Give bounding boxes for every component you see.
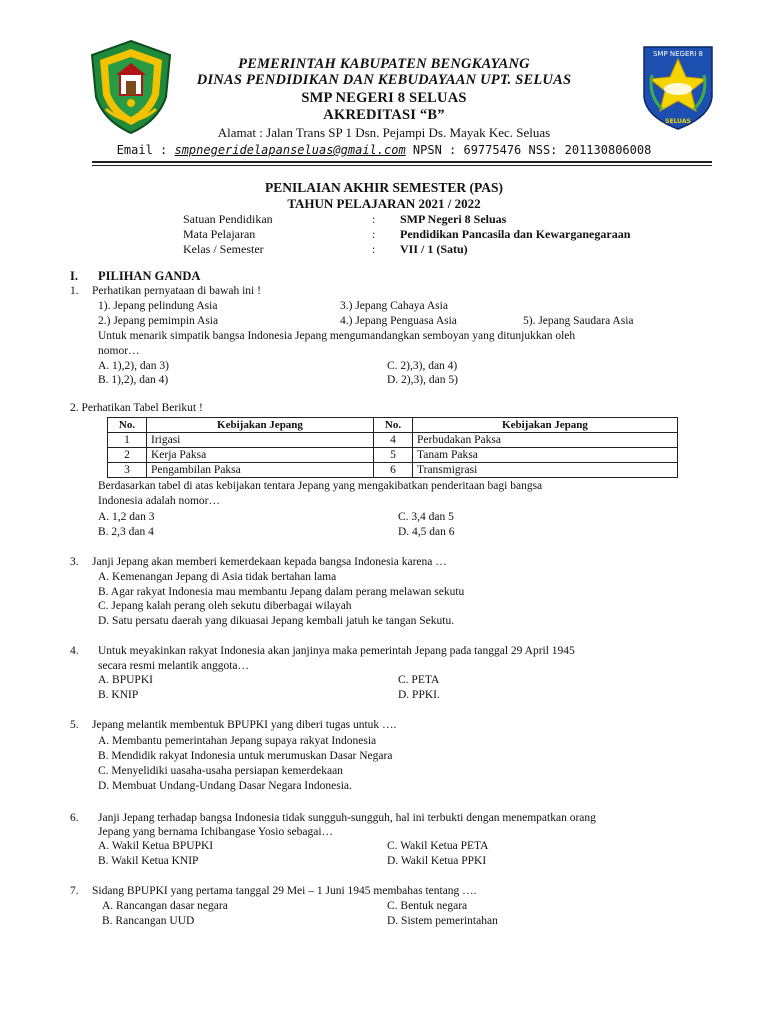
email-link[interactable]: smpnegeridelapanseluas@gmail.com xyxy=(174,143,406,157)
q6-number: 6. xyxy=(70,812,79,824)
q6-option-d[interactable]: D. Wakil Ketua PPKI xyxy=(387,855,487,867)
info-label-subject: Mata Pelajaran xyxy=(183,227,256,241)
q4-option-c[interactable]: C. PETA xyxy=(398,674,440,686)
table-cell: Pengambilan Paksa xyxy=(147,463,374,478)
q1-number: 1. xyxy=(70,285,79,297)
q2-option-c[interactable]: C. 3,4 dan 5 xyxy=(398,511,454,523)
table-cell: 3 xyxy=(108,463,147,478)
q1-ask: nomor… xyxy=(98,345,140,357)
table-row xyxy=(108,433,678,448)
q6-option-c[interactable]: C. Wakil Ketua PETA xyxy=(387,840,489,852)
table-cell: Transmigrasi xyxy=(413,463,678,478)
q2-ask: Berdasarkan tabel di atas kebijakan tentara Jepang yang mengakibatkan penderitaan bagi bangsa xyxy=(98,480,543,492)
header-address: Alamat : Jalan Trans SP 1 Dsn. Pejampi Ds. Mayak Kec. Seluas xyxy=(217,125,551,140)
table-header: Kebijakan Jepang xyxy=(147,418,374,433)
q1-option-a[interactable]: A. 1),2), dan 3) xyxy=(98,360,169,372)
q4-text: Untuk meyakinkan rakyat Indonesia akan janjinya maka pemerintah Jepang pada tanggal 29 April 1945 xyxy=(98,645,575,657)
q5-option-a[interactable]: A. Membantu pemerintahan Jepang supaya rakyat Indonesia xyxy=(98,735,377,747)
q1-statement: 4.) Jepang Penguasa Asia xyxy=(340,315,457,327)
q2-option-a[interactable]: A. 1,2 dan 3 xyxy=(98,511,155,523)
q7-number: 7. xyxy=(70,885,79,897)
q3-number: 3. xyxy=(70,556,79,568)
q2-option-d[interactable]: D. 4,5 dan 6 xyxy=(398,526,455,538)
table-cell: Kerja Paksa xyxy=(147,448,374,463)
logo-bottom-text: SELUAS xyxy=(665,118,691,125)
exam-title: PENILAIAN AKHIR SEMESTER (PAS) xyxy=(265,180,503,195)
table-header-row xyxy=(108,418,678,433)
table-cell: 4 xyxy=(374,433,413,448)
info-label-class: Kelas / Semester xyxy=(183,242,264,256)
q4-option-d[interactable]: D. PPKI. xyxy=(398,689,440,701)
q1-text: Perhatikan pernyataan di bawah ini ! xyxy=(92,285,261,297)
header-government: PEMERINTAH KABUPATEN BENGKAYANG xyxy=(238,56,530,72)
info-value-subject: Pendidikan Pancasila dan Kewarganegaraan xyxy=(400,227,631,241)
section-number: I. xyxy=(70,269,78,283)
table-header: No. xyxy=(108,418,147,433)
header-contact xyxy=(0,143,768,157)
logo-top-text: SMP NEGERI 8 xyxy=(652,50,704,58)
q4-text: secara resmi melantik anggota… xyxy=(98,660,250,672)
q5-option-d[interactable]: D. Membuat Undang-Undang Dasar Negara Indonesia. xyxy=(98,780,352,792)
q2-ask: Indonesia adalah nomor… xyxy=(98,495,220,507)
q7-option-d[interactable]: D. Sistem pemerintahan xyxy=(387,915,498,927)
table-cell: 2 xyxy=(108,448,147,463)
q1-statement: 3.) Jepang Cahaya Asia xyxy=(340,300,448,312)
table-row xyxy=(108,463,678,478)
email-label: Email : xyxy=(116,143,168,157)
policy-table xyxy=(107,417,678,478)
table-cell: 6 xyxy=(374,463,413,478)
q7-option-a[interactable]: A. Rancangan dasar negara xyxy=(102,900,228,912)
q7-option-b[interactable]: B. Rancangan UUD xyxy=(102,915,195,927)
info-label-school: Satuan Pendidikan xyxy=(183,212,273,226)
q1-option-b[interactable]: B. 1),2), dan 4) xyxy=(98,374,169,386)
q3-option-b[interactable]: B. Agar rakyat Indonesia mau membantu Jepang dalam perang melawan sekutu xyxy=(98,586,465,598)
info-value-school: SMP Negeri 8 Seluas xyxy=(400,212,507,226)
q3-option-c[interactable]: C. Jepang kalah perang oleh sekutu diberbagai wilayah xyxy=(98,600,352,612)
header-divider-thin xyxy=(92,165,712,166)
q6-option-a[interactable]: A. Wakil Ketua BPUPKI xyxy=(98,840,214,852)
table-cell: 1 xyxy=(108,433,147,448)
q7-option-c[interactable]: C. Bentuk negara xyxy=(387,900,468,912)
q6-text: Janji Jepang terhadap bangsa Indonesia tidak sungguh-sungguh, hal ini terbukti dengan menempatkan orang xyxy=(98,812,596,824)
q4-option-a[interactable]: A. BPUPKI xyxy=(98,674,153,686)
q5-option-c[interactable]: C. Menyelidiki uasaha-usaha persiapan kemerdekaan xyxy=(98,765,343,777)
header-divider-thick xyxy=(92,161,712,163)
info-value-class: VII / 1 (Satu) xyxy=(400,242,468,256)
q1-option-d[interactable]: D. 2),3), dan 5) xyxy=(387,374,458,386)
info-sep: : xyxy=(372,212,376,226)
table-cell: Irigasi xyxy=(147,433,374,448)
exam-year: TAHUN PELAJARAN 2021 / 2022 xyxy=(287,196,481,211)
section-title: PILIHAN GANDA xyxy=(98,269,201,283)
table-row xyxy=(108,448,678,463)
q5-text: Jepang melantik membentuk BPUPKI yang diberi tugas untuk …. xyxy=(92,719,397,731)
q1-statement: 1). Jepang pelindung Asia xyxy=(98,300,218,312)
table-cell: Perbudakan Paksa xyxy=(413,433,678,448)
q5-number: 5. xyxy=(70,719,79,731)
q4-option-b[interactable]: B. KNIP xyxy=(98,689,139,701)
q4-number: 4. xyxy=(70,645,79,657)
table-cell: Tanam Paksa xyxy=(413,448,678,463)
info-sep: : xyxy=(372,227,376,241)
header-accreditation: AKREDITASI “B” xyxy=(323,107,445,123)
q5-option-b[interactable]: B. Mendidik rakyat Indonesia untuk merumuskan Dasar Negara xyxy=(98,750,393,762)
header-department: DINAS PENDIDIKAN DAN KEBUDAYAAN UPT. SELUAS xyxy=(196,72,572,88)
header-school: SMP NEGERI 8 SELUAS xyxy=(301,90,467,106)
q1-ask: Untuk menarik simpatik bangsa Indonesia Jepang mengumandangkan semboyan yang ditunjukkan oleh xyxy=(98,330,576,342)
q6-option-b[interactable]: B. Wakil Ketua KNIP xyxy=(98,855,199,867)
q3-option-a[interactable]: A. Kemenangan Jepang di Asia tidak bertahan lama xyxy=(98,571,337,583)
q3-option-d[interactable]: D. Satu persatu daerah yang dikuasai Jepang kembali jatuh ke tangan Sekutu. xyxy=(98,615,455,627)
table-cell: 5 xyxy=(374,448,413,463)
table-header: No. xyxy=(374,418,413,433)
info-sep: : xyxy=(372,242,376,256)
q1-option-c[interactable]: C. 2),3), dan 4) xyxy=(387,360,458,372)
school-ids: NPSN : 69775476 NSS: 201130806008 xyxy=(412,143,652,157)
q6-text: Jepang yang bernama Ichibangase Yosio sebagai… xyxy=(98,826,334,838)
table-header: Kebijakan Jepang xyxy=(413,418,678,433)
q2-option-b[interactable]: B. 2,3 dan 4 xyxy=(98,526,154,538)
q1-statement: 5). Jepang Saudara Asia xyxy=(523,315,634,327)
q1-statement: 2.) Jepang pemimpin Asia xyxy=(98,315,219,327)
q2-text: 2. Perhatikan Tabel Berikut ! xyxy=(70,402,203,414)
q3-text: Janji Jepang akan memberi kemerdekaan kepada bangsa Indonesia karena … xyxy=(92,556,447,568)
q7-text: Sidang BPUPKI yang pertama tanggal 29 Mei – 1 Juni 1945 membahas tentang …. xyxy=(92,885,477,897)
